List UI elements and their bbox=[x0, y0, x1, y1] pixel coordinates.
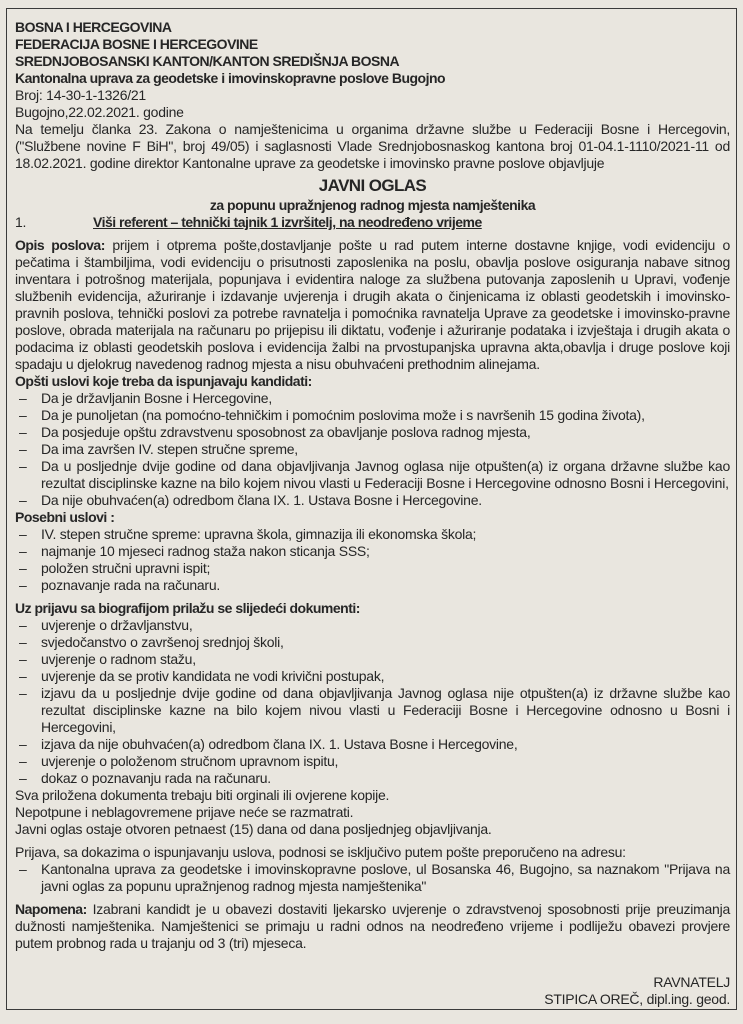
header-line: SREDNJOBOSANSKI KANTON/KANTON SREDIŠNJA BOSNA bbox=[15, 53, 400, 69]
list-item: – Da nije obuhvaćen(a) odredbom člana IX. 1. Ustava Bosne i Hercegovine. bbox=[15, 492, 730, 509]
list-item: – Da je državljanin Bosne i Hercegovine, bbox=[15, 390, 730, 407]
list-item: – uvjerenje o državljanstvu, bbox=[15, 617, 730, 634]
list-item: – IV. stepen stručne spreme: upravna škola, gimnazija ili ekonomska škola; bbox=[15, 526, 730, 543]
special-conditions-list bbox=[15, 526, 730, 594]
header-line: Kantonalna uprava za geodetske i imovinskopravne poslove Bugojno bbox=[15, 70, 446, 86]
application-address: – Kantonalna uprava za geodetske i imovinskopravne poslove, ul Bosanska 46, Bugojno, sa naznakom "Prijava na javni oglas za popunu upražnjenog radnog mjesta namještenika" bbox=[15, 861, 730, 895]
intro-paragraph: Na temelju članka 23. Zakona o namještenicima u organima državne službe u Federaciji Bosne i Hercegovin, ("Službene novine F BiH", broj 49/05) i saglasnosti Vlade Srednjobosnaskog kantona broj 01-04.1-1110/2021-11 od 18.02.2021. godine direktor Kantonalne uprave za geodetske i imovinsko pravne poslove objavljuje bbox=[15, 121, 730, 171]
header-line: BOSNA I HERCEGOVINA bbox=[15, 19, 172, 35]
date: Bugojno,22.02.2021. godine bbox=[15, 104, 184, 120]
application-address-list bbox=[15, 861, 730, 895]
note-line: Javni oglas ostaje otvoren petnaest (15) dana od dana posljednjeg objavljivanja. bbox=[15, 821, 492, 837]
list-item: – uvjerenje o položenom stručnom upravnom ispitu, bbox=[15, 753, 730, 770]
remark-text: Izabrani kandidt je u obavezi dostaviti ljekarsko uvjerenje o zdravstvenoj sposobnosti prije preuzimanja dužnosti namještenika. Namještenici se primaju u radni odnos na neodređeno vrijeme i podliježu obavezi provjere putem probnog rada u trajanju od 3 (tri) mjeseca. bbox=[15, 901, 730, 951]
list-item: – Da je punoljetan (na pomoćno-tehničkim i pomoćnim poslovima može i s navršenih 15 godina života), bbox=[15, 407, 730, 424]
remark bbox=[15, 901, 730, 952]
documents-heading: Uz prijavu sa biografijom prilažu se slijedeći dokumenti: bbox=[15, 600, 360, 616]
list-item: – Da ima završen IV. stepen stručne spreme, bbox=[15, 441, 730, 458]
position-number: 1. bbox=[15, 214, 27, 230]
list-item: – izjava da nije obuhvaćen(a) odredbom člana IX. 1. Ustava Bosne i Hercegovine, bbox=[15, 736, 730, 753]
list-item: – uvjerenje da se protiv kandidata ne vodi krivični postupak, bbox=[15, 668, 730, 685]
list-item: – najmanje 10 mjeseci radnog staža nakon sticanja SSS; bbox=[15, 543, 730, 560]
list-item: – izjavu da u posljednje dvije godine od dana objavljivanja Javnog oglasa nije otpušten(a) iz državne službe kao rezultat disciplinske kazne na bilo kojem nivou vlasti u Federaciji Bosne i Hercegovine odnosno u Bosni i Hercegovini, bbox=[15, 685, 730, 736]
general-conditions-list bbox=[15, 390, 730, 509]
special-conditions-heading: Posebni uslovi : bbox=[15, 509, 115, 525]
notice-subtitle: za popunu upražnjenog radnog mjesta namještenika bbox=[209, 197, 536, 213]
remark-label: Napomena: bbox=[15, 901, 87, 917]
job-notice bbox=[6, 8, 737, 1010]
signature-title: RAVNATELJ bbox=[653, 974, 730, 990]
job-description bbox=[15, 237, 730, 373]
signature-name: STIPICA OREČ, dipl.ing. geod. bbox=[544, 991, 730, 1007]
list-item: – Da posjeduje opštu zdravstvenu sposobnost za obavljanje poslova radnog mjesta, bbox=[15, 424, 730, 441]
job-description-text: prijem i otprema pošte,dostavljanje pošte u rad putem interne dostavne knjige, vodi evidenciju o pečatima i štambiljima, vodi evidenciju o prisutnosti zaposlenika na poslu, obavlja poslove osiguranja nabave sitnog inventara i potrošnog materijala, popunjava i evidentira naloge za službena putovanja zaposlenih u Upravi, vođenje službenih evidencija, ažuriranje i izdavanje uvjerenja i drugih akata o činjenicama iz oblasti geodetskih i imovinsko-pravnih poslova, tehnički poslovi za potrebe ravnatelja i pomoćnika ravnatelja Uprave za geodetske i imovinsko-pravne poslove, obrada materijala na računaru po prijepisu ili diktatu, vođenje i ažuriranje podataka i izvještaja i drugih akata o podacima iz oblasti geodetskih poslova i evidencija žalbi na prvostupanjska upravna akta,obavlja i druge poslove koji spadaju u djelokrug navedenog radnog mjesta a nisu obuhvaćeni prethodnim alinejama. bbox=[15, 237, 731, 372]
list-item: – svjedočanstvo o završenoj srednjoj školi, bbox=[15, 634, 730, 651]
header-line: FEDERACIJA BOSNE I HERCEGOVINE bbox=[15, 36, 258, 52]
list-item: – uvjerenje o radnom stažu, bbox=[15, 651, 730, 668]
reference-number: Broj: 14-30-1-1326/21 bbox=[15, 87, 146, 103]
note-line: Nepotpune i neblagovremene prijave neće se razmatrati. bbox=[15, 804, 354, 820]
position-name: Viši referent – tehnički tajnik 1 izvršitelj, na neodređeno vrijeme bbox=[93, 214, 482, 230]
list-item: – dokaz o poznavanju rada na računaru. bbox=[15, 770, 730, 787]
position bbox=[15, 214, 730, 231]
notice-title: JAVNI OGLAS bbox=[318, 176, 427, 195]
job-description-label: Opis poslova: bbox=[15, 237, 105, 253]
list-item: – položen stručni upravni ispit; bbox=[15, 560, 730, 577]
list-item: – poznavanje rada na računaru. bbox=[15, 577, 730, 594]
general-conditions-heading: Opšti uslovi koje treba da ispunjavaju kandidati: bbox=[15, 373, 312, 389]
list-item: – Da u posljednje dvije godine od dana objavljivanja Javnog oglasa nije otpušten(a) iz organa državne službe kao rezultat disciplinske kazne na bilo kojem nivou vlasti u Federaciji Bosne i Hercegovine odnosno Bosni i Hercegovini, bbox=[15, 458, 730, 492]
documents-list bbox=[15, 617, 730, 787]
application-instructions: Prijava, sa dokazima o ispunjavanju uslova, podnosi se isključivo putem pošte preporučeno na adresu: bbox=[15, 844, 626, 860]
note-line: Sva priložena dokumenta trebaju biti orginali ili ovjerene kopije. bbox=[15, 787, 390, 803]
signature-block bbox=[15, 974, 730, 1008]
